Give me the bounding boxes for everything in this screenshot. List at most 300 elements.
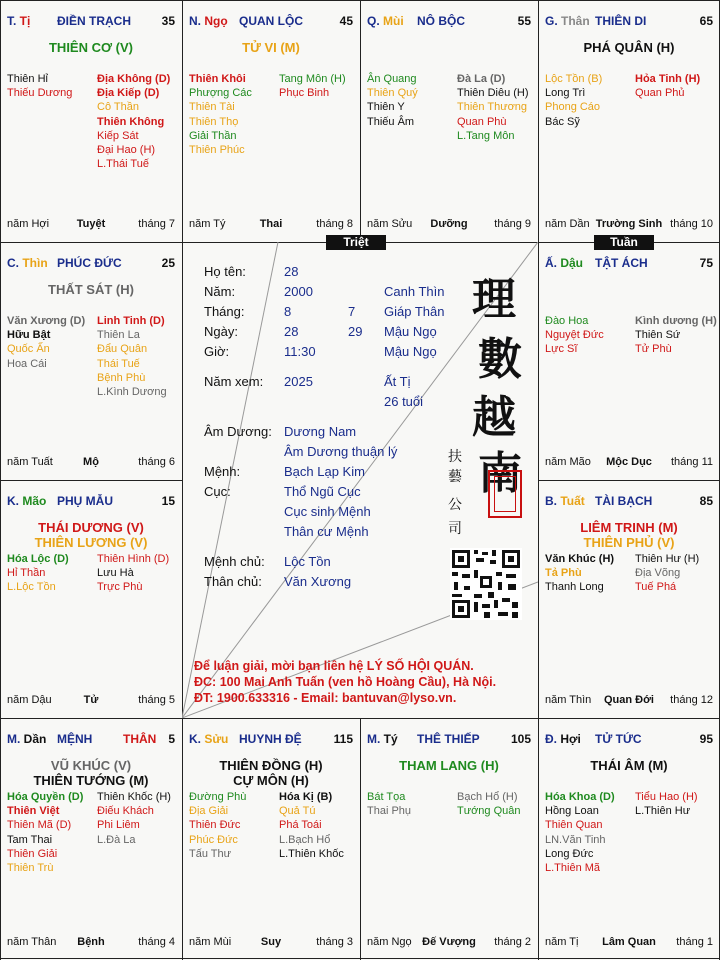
- palace-year: năm Thìn: [545, 694, 592, 706]
- nam-xem-value: 2025: [284, 374, 313, 389]
- palace-year: năm Tý: [189, 218, 226, 230]
- contact-line-2: ĐC: 100 Mai Anh Tuấn (ven hồ Hoàng Cầu), Hà Nội.: [194, 675, 497, 689]
- minor-star: Thiên Hư (H): [635, 553, 700, 565]
- menh-chu-label: Mệnh chủ:: [204, 554, 265, 569]
- palace-cell-ty2[interactable]: [360, 718, 538, 960]
- minor-star: Thiên Y: [367, 101, 405, 114]
- palace-year: năm Mùi: [189, 936, 232, 948]
- palace-month: tháng 6: [138, 456, 175, 468]
- palace-header: [7, 14, 175, 30]
- palace-header: [545, 494, 713, 510]
- minor-star: Thiên Mã (D): [7, 819, 72, 832]
- palace-year: năm Sửu: [367, 218, 413, 230]
- minor-star: LN.Văn Tinh: [545, 833, 606, 846]
- minor-star: L.Lộc Tồn: [7, 581, 56, 594]
- palace-cell-hoi[interactable]: [538, 718, 720, 960]
- palace-age-number: 85: [699, 494, 713, 508]
- minor-stars-left: [545, 552, 614, 595]
- palace-stem: N.: [189, 14, 205, 28]
- main-star: THẤT SÁT (H): [48, 282, 134, 297]
- minor-star: Phá Toái: [279, 819, 322, 832]
- cuc-label: Cục:: [204, 484, 231, 499]
- center-info: [182, 242, 538, 718]
- minor-star: Hóa Lộc (D): [7, 553, 69, 565]
- palace-truong-sinh: Lâm Quan: [602, 936, 656, 948]
- palace-truong-sinh: Đế Vượng: [422, 936, 476, 948]
- minor-star: Thái Tuế: [97, 357, 140, 370]
- minor-star: Địa Không (D): [97, 73, 171, 85]
- minor-stars-left: [545, 790, 615, 875]
- minor-star: Thiên Trù: [7, 861, 54, 874]
- minor-star: L.Tang Môn: [457, 129, 515, 142]
- palace-stem: B.: [545, 494, 561, 508]
- thang-label: Tháng:: [204, 304, 245, 319]
- minor-stars-right: [635, 790, 698, 818]
- minor-stars-right: [97, 314, 167, 399]
- palace-month: tháng 4: [138, 936, 175, 948]
- contact-line-3[interactable]: ĐT: 1900.633316 - Email: bantuvan@lyso.vn.: [194, 691, 457, 705]
- palace-footer: [367, 218, 531, 232]
- palace-branch: [7, 14, 30, 28]
- palace-truong-sinh: Dưỡng: [430, 218, 468, 230]
- contact-line-1: Để luận giải, mời bạn liên hệ LÝ SỐ HỘI QUÁN.: [194, 659, 474, 673]
- tuan-tag: Tuần: [594, 235, 654, 250]
- minor-stars-left: [7, 72, 72, 100]
- ho-ten-label: Họ tên:: [204, 264, 246, 279]
- minor-star: Tam Thai: [7, 833, 53, 846]
- palace-name: ĐIỀN TRẠCH: [57, 14, 131, 28]
- calligraphy-char: 南: [478, 448, 522, 499]
- minor-star: Thiên Khốc (H): [97, 791, 171, 803]
- minor-stars-left: [545, 72, 602, 129]
- minor-star: Thiên Khôi: [189, 73, 246, 85]
- minor-star: Thiên Quan: [545, 819, 603, 832]
- minor-stars-left: [367, 72, 418, 129]
- palace-footer: [189, 218, 353, 232]
- palace-branch: [367, 14, 404, 28]
- minor-star: Hóa Khoa (D): [545, 791, 615, 803]
- minor-star: Tang Môn (H): [279, 73, 346, 85]
- palace-age-number: 105: [510, 732, 531, 746]
- minor-star: Tấu Thư: [189, 847, 232, 860]
- minor-star: Ân Quang: [367, 73, 417, 85]
- minor-star: L.Thái Tuế: [97, 158, 149, 171]
- gio-value: 11:30: [284, 344, 316, 359]
- minor-star: Phong Cáo: [545, 101, 601, 114]
- minor-star: L.Bạch Hổ: [279, 833, 331, 846]
- palace-year: năm Ngọ: [367, 936, 412, 948]
- minor-star: Giải Thần: [189, 129, 237, 142]
- palace-footer: [7, 936, 175, 950]
- palace-age-number: 95: [699, 732, 713, 746]
- seal-char: 公: [448, 497, 462, 513]
- main-star: THIÊN ĐỒNG (H): [219, 758, 323, 773]
- palace-branch: [545, 732, 581, 746]
- minor-star: Thiên Sứ: [635, 329, 681, 342]
- minor-stars-right: [279, 72, 346, 100]
- ngay-am: 29: [348, 324, 363, 339]
- palace-branch-name: Dần: [23, 732, 47, 746]
- palace-cell-dan[interactable]: [0, 718, 182, 960]
- minor-star: Đại Hao (H): [97, 143, 156, 156]
- palace-branch: [7, 256, 48, 270]
- minor-star: L.Thiên Mã: [545, 861, 601, 874]
- thang-am: 7: [348, 304, 356, 319]
- nam-can-chi: Canh Thìn: [384, 284, 445, 299]
- palace-footer: [7, 218, 175, 232]
- minor-star: Thiên Phúc: [189, 143, 245, 156]
- minor-star: Thiên Thọ: [189, 115, 239, 128]
- palace-cell-suu[interactable]: [182, 718, 360, 960]
- palace-cell-dau[interactable]: [538, 242, 720, 480]
- minor-star: Quả Tú: [279, 805, 316, 818]
- palace-age-number: 45: [339, 14, 353, 28]
- minor-star: Tả Phù: [545, 567, 582, 580]
- palace-age-number: 75: [699, 256, 713, 270]
- cuc-value: Thổ Ngũ Cục: [284, 484, 361, 499]
- minor-star: Linh Tinh (D): [97, 315, 165, 327]
- minor-star: Tướng Quân: [457, 805, 521, 818]
- palace-stem: K.: [189, 732, 205, 746]
- palace-truong-sinh: Tử: [83, 694, 99, 706]
- minor-star: Thai Phụ: [367, 805, 412, 818]
- minor-star: Hữu Bật: [7, 329, 51, 342]
- main-star: THAM LANG (H): [399, 758, 499, 773]
- ngay-value: 28: [284, 324, 299, 339]
- palace-branch: [189, 732, 228, 746]
- palace-stem: T.: [7, 14, 20, 28]
- minor-star: Bác Sỹ: [545, 115, 580, 128]
- minor-stars-left: [545, 314, 604, 357]
- nam-label: Năm:: [204, 284, 236, 299]
- palace-name: TẬT ÁCH: [595, 256, 648, 270]
- main-star: THIÊN PHỦ (V): [583, 535, 675, 550]
- main-star: THÁI ÂM (M): [590, 758, 668, 773]
- palace-month: tháng 5: [138, 694, 175, 706]
- palace-truong-sinh: Thai: [259, 218, 283, 230]
- minor-star: Hỉ Thần: [7, 567, 46, 580]
- palace-header: [545, 256, 713, 272]
- minor-star: Phúc Đức: [189, 833, 238, 846]
- minor-star: Tuế Phá: [635, 581, 677, 594]
- minor-star: Văn Xương (D): [7, 315, 86, 327]
- minor-star: Thiên Không: [97, 115, 165, 128]
- palace-branch: [545, 256, 583, 270]
- palace-footer: [7, 694, 175, 708]
- ngay-label: Ngày:: [204, 324, 238, 339]
- palace-branch-name: Tị: [19, 14, 31, 28]
- thang-value: 8: [284, 304, 292, 319]
- palace-cell-ngo[interactable]: [182, 0, 360, 242]
- minor-star: Thiên Hình (D): [97, 553, 170, 565]
- minor-star: Cô Thần: [97, 101, 139, 114]
- than-marker: THÂN: [123, 732, 157, 746]
- palace-year: năm Dần: [545, 218, 590, 230]
- minor-star: Đà La (D): [457, 73, 506, 85]
- main-star: THIÊN LƯƠNG (V): [34, 535, 148, 550]
- minor-stars-right: [97, 72, 170, 171]
- minor-star: Thiên Thương: [457, 101, 528, 114]
- palace-footer: [7, 456, 175, 470]
- palace-stem: M.: [7, 732, 24, 746]
- calligraphy-char: 越: [472, 392, 516, 443]
- minor-star: Trực Phù: [97, 581, 143, 594]
- palace-month: tháng 3: [316, 936, 353, 948]
- palace-branch: [189, 14, 228, 28]
- main-star: PHÁ QUÂN (H): [583, 40, 675, 55]
- calligraphy-char: 數: [478, 334, 522, 385]
- minor-stars-right: [97, 790, 171, 847]
- menh-label: Mệnh:: [204, 464, 241, 479]
- minor-star: Lộc Tồn (B): [545, 73, 603, 85]
- palace-month: tháng 12: [670, 694, 713, 706]
- main-star: TỬ VI (M): [242, 40, 300, 55]
- palace-age-number: 15: [161, 494, 175, 508]
- minor-star: Phượng Các: [189, 87, 252, 100]
- minor-star: Địa Giải: [189, 805, 229, 818]
- palace-footer: [545, 694, 713, 708]
- minor-star: Thiếu Âm: [367, 115, 415, 128]
- minor-star: Thiên Đức: [189, 819, 241, 832]
- minor-stars-right: [635, 72, 700, 100]
- palace-year: năm Dậu: [7, 694, 52, 706]
- palace-branch: [7, 494, 46, 508]
- nam-value: 2000: [284, 284, 313, 299]
- minor-stars-right: [97, 552, 169, 595]
- minor-star: L.Thiên Hư: [635, 805, 691, 818]
- palace-age-number: 115: [333, 732, 353, 746]
- palace-header: [7, 494, 175, 510]
- minor-star: Thiên Tài: [189, 101, 235, 114]
- palace-cell-mui[interactable]: [360, 0, 538, 242]
- palace-name: THIÊN DI: [595, 14, 647, 28]
- minor-star: Quan Phù: [457, 115, 507, 128]
- triet-tag: Triệt: [326, 235, 386, 250]
- palace-header: [189, 732, 353, 748]
- main-star: THIÊN TƯỚNG (M): [33, 773, 149, 788]
- nam-xem-label: Năm xem:: [204, 374, 264, 389]
- palace-stem: Q.: [367, 14, 384, 28]
- than-cu-menh: Thân cư Mệnh: [284, 524, 369, 539]
- minor-stars-right: [457, 790, 521, 818]
- minor-star: Kình dương (H): [635, 315, 717, 327]
- palace-truong-sinh: Tuyệt: [76, 218, 106, 230]
- minor-star: Long Trì: [545, 87, 586, 100]
- palace-month: tháng 10: [670, 218, 713, 230]
- palace-month: tháng 1: [676, 936, 713, 948]
- minor-stars-right: [279, 790, 344, 861]
- palace-year: năm Tị: [545, 936, 579, 948]
- palace-stem: Ấ.: [545, 256, 561, 270]
- nam-xem-can-chi: Ất Tị: [384, 374, 411, 389]
- palace-name: NÔ BỘC: [417, 14, 465, 28]
- qr-code-icon[interactable]: [450, 548, 522, 620]
- palace-name: TÀI BẠCH: [595, 494, 653, 508]
- than-chu-label: Thân chủ:: [204, 574, 262, 589]
- palace-footer: [367, 936, 531, 950]
- minor-star: Thiên Hỉ: [7, 73, 48, 85]
- seal-char: 藝: [448, 469, 462, 485]
- minor-star: Hoa Cái: [7, 357, 47, 370]
- tuoi-value: 26 tuổi: [384, 394, 424, 409]
- calligraphy-char: 理: [472, 274, 516, 325]
- palace-branch: [545, 14, 590, 28]
- palace-year: năm Mão: [545, 456, 591, 468]
- am-duong-label: Âm Dương:: [204, 424, 272, 439]
- minor-star: Thiếu Dương: [7, 87, 73, 100]
- palace-branch: [7, 732, 46, 746]
- minor-star: Lực Sĩ: [545, 343, 578, 356]
- palace-year: năm Thân: [7, 936, 57, 948]
- palace-branch-name: Mùi: [383, 14, 404, 28]
- palace-name: QUAN LỘC: [239, 14, 303, 28]
- main-star: VŨ KHÚC (V): [50, 758, 132, 773]
- palace-header: [545, 14, 713, 30]
- minor-star: Hóa Kị (B): [279, 791, 333, 803]
- palace-branch: [367, 732, 398, 746]
- palace-footer: [545, 218, 713, 232]
- palace-month: tháng 9: [494, 218, 531, 230]
- palace-name: HUYNH ĐỆ: [239, 732, 302, 746]
- palace-truong-sinh: Mộc Dục: [606, 456, 652, 468]
- palace-stem: M.: [367, 732, 384, 746]
- palace-age-number: 25: [161, 256, 175, 270]
- seal-char: 司: [448, 521, 462, 537]
- cuc-sinh-menh: Cục sinh Mệnh: [284, 504, 371, 519]
- minor-star: Long Đức: [545, 847, 594, 860]
- palace-branch-name: Tý: [383, 732, 398, 746]
- main-star: CỰ MÔN (H): [233, 773, 309, 788]
- minor-star: Phục Binh: [279, 87, 330, 100]
- palace-month: tháng 2: [494, 936, 531, 948]
- palace-month: tháng 8: [316, 218, 353, 230]
- minor-star: Thiên Giải: [7, 847, 58, 860]
- menh-chu-value: Lộc Tồn: [284, 554, 331, 569]
- minor-star: Bệnh Phù: [97, 371, 146, 384]
- minor-stars-left: [189, 72, 252, 157]
- minor-star: Tiểu Hao (H): [635, 791, 698, 803]
- palace-cell-ty[interactable]: [0, 0, 182, 242]
- palace-cell-mao[interactable]: [0, 480, 182, 718]
- palace-year: năm Hợi: [7, 218, 50, 230]
- palace-name: PHÚC ĐỨC: [57, 256, 122, 270]
- minor-star: Bạch Hổ (H): [457, 791, 518, 803]
- palace-age-number: 35: [161, 14, 175, 28]
- palace-name: PHỤ MẪU: [57, 494, 113, 508]
- minor-star: Bát Tọa: [367, 791, 406, 803]
- minor-stars-left: [7, 314, 85, 371]
- minor-star: Quốc Ấn: [7, 343, 50, 356]
- palace-branch-name: Thìn: [22, 256, 48, 270]
- minor-star: Quan Phủ: [635, 87, 685, 100]
- palace-branch-name: Hợi: [560, 732, 581, 746]
- palace-stem: K.: [7, 494, 23, 508]
- palace-truong-sinh: Mộ: [83, 456, 99, 468]
- minor-stars-right: [635, 552, 699, 595]
- main-star: THÁI DƯƠNG (V): [38, 520, 144, 535]
- palace-cell-than[interactable]: [538, 0, 720, 242]
- gio-can-chi: Mậu Ngọ: [384, 344, 437, 359]
- palace-name: MỆNH: [57, 732, 93, 746]
- minor-star: Thiên Quý: [367, 87, 418, 100]
- palace-header: [367, 14, 531, 30]
- palace-cell-tuat[interactable]: [538, 480, 720, 718]
- palace-branch: [545, 494, 585, 508]
- palace-branch-name: Sửu: [204, 732, 229, 746]
- am-duong-value: Dương Nam: [284, 424, 357, 439]
- minor-star: Thiên La: [97, 329, 140, 342]
- minor-star: Văn Khúc (H): [545, 553, 615, 565]
- palace-truong-sinh: Trường Sinh: [595, 218, 663, 230]
- palace-cell-thin[interactable]: [0, 242, 182, 480]
- minor-star: Nguyệt Đức: [545, 329, 604, 342]
- gio-label: Giờ:: [204, 344, 230, 359]
- minor-stars-right: [457, 72, 529, 143]
- palace-header: [367, 732, 531, 748]
- minor-star: Phi Liêm: [97, 819, 140, 832]
- palace-branch-name: Mão: [22, 494, 47, 508]
- minor-star: Thanh Long: [545, 581, 604, 594]
- am-duong-ly: Âm Dương thuận lý: [284, 444, 398, 459]
- palace-truong-sinh: Bệnh: [77, 936, 105, 948]
- minor-star: Đường Phù: [189, 791, 247, 803]
- seal-char: 扶: [448, 449, 462, 465]
- minor-star: Thiên Việt: [7, 805, 60, 818]
- palace-branch-name: Dậu: [560, 256, 584, 270]
- palace-age-number: 65: [699, 14, 713, 28]
- palace-header: [545, 732, 713, 748]
- minor-star: Hóa Quyền (D): [7, 791, 84, 803]
- palace-branch-name: Thân: [561, 14, 590, 28]
- palace-branch-name: Ngọ: [204, 14, 228, 28]
- minor-star: Thiên Diêu (H): [457, 87, 529, 100]
- palace-name: THÊ THIẾP: [417, 732, 480, 746]
- palace-age-number: 5: [168, 732, 175, 746]
- palace-branch-name: Tuất: [560, 494, 585, 508]
- minor-star: Đào Hoa: [545, 315, 589, 327]
- main-star: LIÊM TRINH (M): [580, 520, 678, 535]
- palace-stem: C.: [7, 256, 23, 270]
- palace-truong-sinh: Suy: [260, 936, 282, 948]
- red-seal-inner: [494, 476, 516, 512]
- palace-month: tháng 7: [138, 218, 175, 230]
- thang-can-chi: Giáp Thân: [384, 304, 445, 319]
- minor-star: Địa Kiếp (D): [97, 87, 160, 100]
- minor-star: Địa Võng: [635, 567, 681, 580]
- palace-month: tháng 11: [670, 456, 713, 468]
- ho-ten-value: 28: [284, 264, 299, 279]
- minor-star: L.Thiên Khốc: [279, 847, 344, 860]
- palace-header: [7, 256, 175, 272]
- minor-stars-left: [367, 790, 411, 818]
- palace-footer: [189, 936, 353, 950]
- minor-star: L.Đà La: [97, 833, 136, 846]
- minor-star: Hỏa Tinh (H): [635, 73, 701, 85]
- menh-value: Bạch Lạp Kim: [284, 464, 365, 479]
- minor-star: Tử Phù: [635, 343, 672, 356]
- palace-age-number: 55: [517, 14, 531, 28]
- minor-stars-right: [635, 314, 717, 357]
- minor-stars-left: [7, 552, 69, 595]
- palace-footer: [545, 936, 713, 950]
- main-star: THIÊN CƠ (V): [48, 40, 134, 55]
- palace-header: [189, 14, 353, 30]
- ngay-can-chi: Mậu Ngọ: [384, 324, 437, 339]
- minor-stars-left: [189, 790, 246, 861]
- minor-star: Kiếp Sát: [97, 129, 139, 142]
- palace-stem: G.: [545, 14, 562, 28]
- minor-star: Hồng Loan: [545, 805, 599, 818]
